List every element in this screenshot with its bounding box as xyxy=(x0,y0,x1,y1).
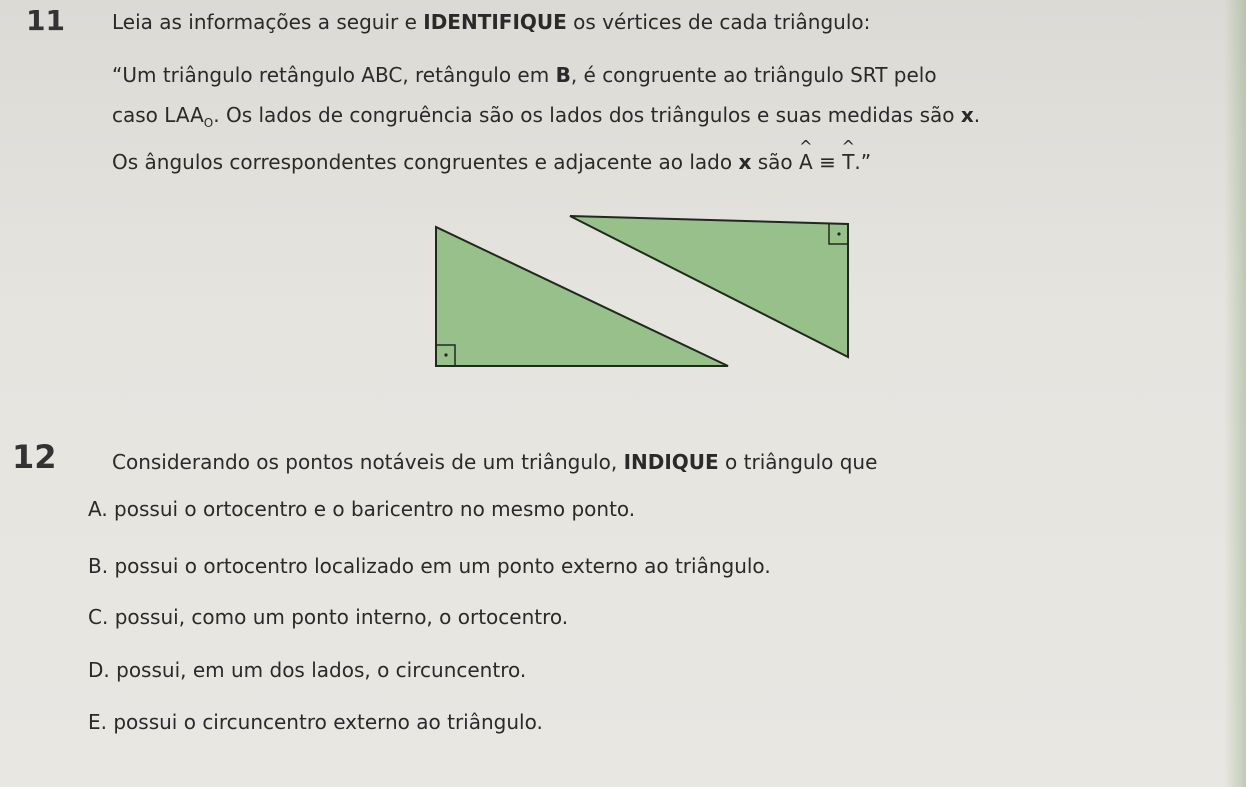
angle-a-hat: ^ A xyxy=(799,150,813,174)
right-angle-dot-left xyxy=(444,353,447,356)
angle-t-hat: ^ T xyxy=(842,150,854,174)
q11-vertex-b: B xyxy=(555,63,571,87)
q11-laa-subscript: O xyxy=(203,116,214,130)
q11-line-4-end: .” xyxy=(854,150,872,174)
q12-prompt xyxy=(112,450,877,474)
q11-line-2-post: , é congruente ao triângulo SRT pelo xyxy=(570,63,937,87)
q11-side-x: x xyxy=(960,103,974,127)
option-d[interactable] xyxy=(88,658,526,682)
q11-line-3-end: . xyxy=(973,103,981,127)
option-c-text: possui, como um ponto interno, o ortocentro. xyxy=(114,605,569,629)
q11-line-1-pre: Leia as informações a seguir e xyxy=(112,10,424,34)
q11-line-4-mid: são xyxy=(751,150,800,174)
q11-line-1-post: os vértices de cada triângulo: xyxy=(566,10,871,34)
option-a[interactable] xyxy=(88,497,635,521)
q11-line-3-pre: caso LAA xyxy=(112,103,204,127)
option-c[interactable] xyxy=(88,605,568,629)
option-e-letter: E. xyxy=(88,710,107,734)
option-b-letter: B. xyxy=(88,554,109,578)
right-angle-dot-right xyxy=(837,232,840,235)
option-d-text: possui, em um dos lados, o circuncentro. xyxy=(116,658,527,682)
option-a-letter: A. xyxy=(88,497,108,521)
q12-prompt-post: o triângulo que xyxy=(718,450,878,474)
option-e-text: possui o circuncentro externo ao triângulo. xyxy=(113,710,543,734)
q12-prompt-pre: Considerando os pontos notáveis de um triângulo, xyxy=(112,450,624,474)
option-a-text: possui o ortocentro e o baricentro no mesmo ponto. xyxy=(114,497,636,521)
option-d-letter: D. xyxy=(88,658,110,682)
q11-line-4-pre: Os ângulos correspondentes congruentes e adjacente ao lado xyxy=(112,150,739,174)
q11-identifique: IDENTIFIQUE xyxy=(423,10,567,34)
q12-indique: INDIQUE xyxy=(623,450,719,474)
question-12-number: 12 xyxy=(12,438,57,476)
congruent-symbol: ≡ xyxy=(812,150,843,174)
question-11-number: 11 xyxy=(26,4,65,37)
option-b[interactable] xyxy=(88,554,771,578)
option-b-text: possui o ortocentro localizado em um ponto externo ao triângulo. xyxy=(114,554,771,578)
q11-line-3-post: . Os lados de congruência são os lados dos triângulos e suas medidas são xyxy=(213,103,961,127)
q11-side-x-2: x xyxy=(738,150,752,174)
q11-line-2-pre: “Um triângulo retângulo ABC, retângulo em xyxy=(112,63,556,87)
option-c-letter: C. xyxy=(88,605,109,629)
option-e[interactable] xyxy=(88,710,543,734)
